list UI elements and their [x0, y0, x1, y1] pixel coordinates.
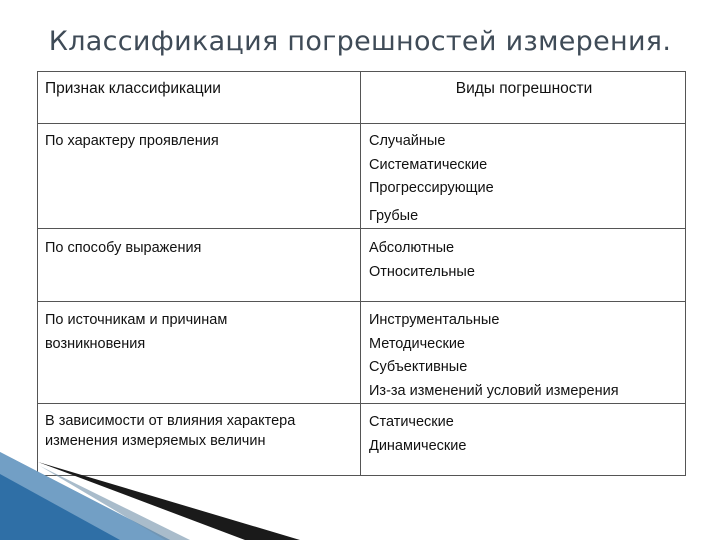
error-type: Относительные [369, 263, 475, 280]
error-type: Субъективные [369, 359, 468, 375]
error-type: Методические [369, 335, 465, 352]
criterion-text: В зависимости от влияния характера [45, 413, 296, 429]
criterion-text: По способу выражения [45, 240, 202, 256]
error-type: Статические [369, 414, 454, 430]
error-type: Прогрессирующие [369, 180, 494, 196]
error-type: Динамические [369, 437, 467, 454]
header-types: Виды погрешности [361, 72, 686, 124]
criterion-text: По источникам и причинам [45, 312, 228, 328]
error-type: Случайные [369, 133, 446, 149]
error-type: Абсолютные [369, 240, 455, 256]
error-type: Инструментальные [369, 312, 500, 328]
criterion-text: По характеру проявления [45, 133, 219, 149]
error-type: Систематические [369, 156, 488, 173]
header-criterion: Признак классификации [38, 72, 361, 124]
criterion-text: возникновения [45, 335, 146, 352]
error-type: Грубые [369, 207, 419, 224]
page-title: Классификация погрешностей измерения. [48, 26, 672, 57]
error-type: Из-за изменений условий измерения [369, 382, 619, 399]
criterion-text: изменения измеряемых величин [45, 433, 266, 449]
